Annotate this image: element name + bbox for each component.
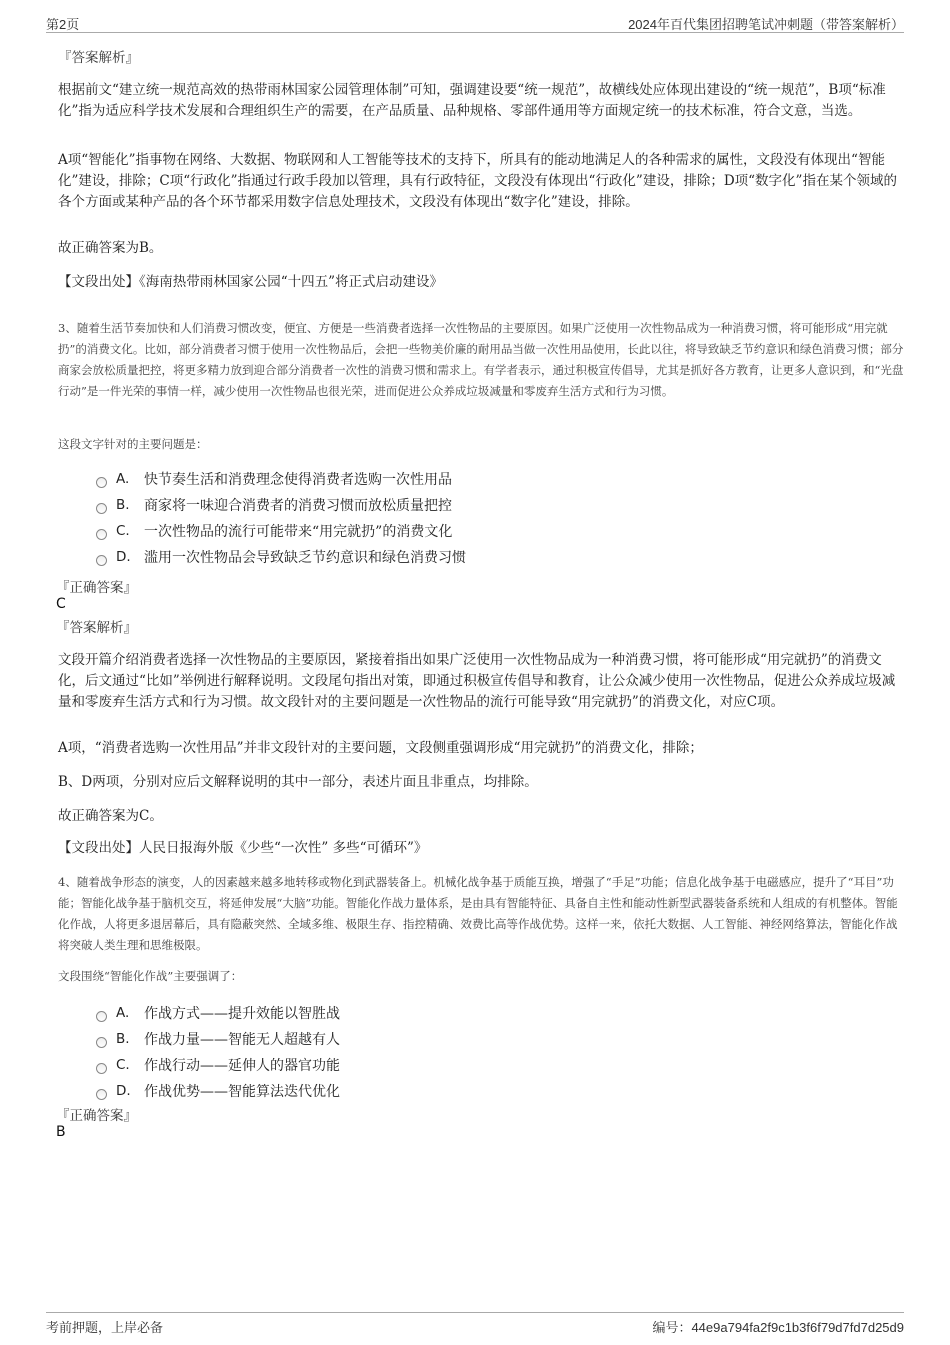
- option-list: [96, 1000, 340, 1104]
- conclusion: 故正确答案为C。: [58, 808, 163, 824]
- page-footer: [46, 1312, 904, 1337]
- radio-icon[interactable]: [96, 477, 107, 488]
- option-d[interactable]: D. 作战优势——智能算法迭代优化: [96, 1078, 340, 1104]
- radio-icon[interactable]: [96, 555, 107, 566]
- document-code: 编号：44e9a794fa2f9c1b3f6f79d7fd7d25d9: [652, 1320, 904, 1335]
- answer-label: 『正确答案』: [56, 580, 137, 596]
- analysis-paragraph: 文段开篇介绍消费者选择一次性物品的主要原因，紧接着指出如果广泛使用一次性物品成为一种消费习惯，将可能形成“用完就扔”的消费文化，后文通过“比如”举例进行解释说明。文段尾句指出对策，即通过积极宣传倡导和教育，让公众减少使用一次性物品，促进公众养成垃圾减量和零废弃生活方式和行为习惯。故文段针对的主要问题是一次性物品的流行可能导致“用完就扔”的消费文化，对应C项。: [58, 652, 896, 710]
- option-a[interactable]: A. 快节奏生活和消费理念使得消费者选购一次性用品: [96, 466, 466, 492]
- question-stem: 4、随着战争形态的演变，人的因素越来越多地转移或物化到武器装备上。机械化战争基于质能互换，增强了“手足”功能；信息化战争基于电磁感应，提升了“耳目”功能；智能化战争基于脑机交互，将延伸发展“大脑”功能。智能化作战力量体系，是由具有智能特征、具备自主性和能动性新型武器装备系统和人组成的有机整体。智能化作战，人将更多退居幕后，具有隐蔽突然、全域多维、极限生存、指控精确、效费比高等作战优势。这样一来，依托大数据、人工智能、神经网络算法，智能化作战将突破人类生理和思维极限。: [58, 875, 898, 952]
- radio-icon[interactable]: [96, 529, 107, 540]
- option-b[interactable]: B. 作战力量——智能无人超越有人: [96, 1026, 340, 1052]
- analysis-paragraph: 根据前文“建立统一规范高效的热带雨林国家公园管理体制”可知，强调建设要“统一规范”，故横线处应体现出建设的“统一规范”，B项“标准化”指为适应科学技术发展和合理组织生产的需要，在产品质量、品种规格、零部件通用等方面规定统一的技术标准，符合文意，当选。: [58, 82, 886, 119]
- answer-label: 『正确答案』: [56, 1108, 137, 1124]
- analysis-label: 『答案解析』: [56, 620, 137, 636]
- radio-icon[interactable]: [96, 1089, 107, 1100]
- radio-icon[interactable]: [96, 1011, 107, 1022]
- analysis-paragraph: A项，“消费者选购一次性用品”并非文段针对的主要问题，文段侧重强调形成“用完就扔”的消费文化，排除；: [58, 740, 703, 756]
- analysis-paragraph: A项“智能化”指事物在网络、大数据、物联网和人工智能等技术的支持下，所具有的能动地满足人的各种需求的属性，文段没有体现出“智能化”建设，排除；C项“行政化”指通过行政手段加以管理，具有行政特征，文段没有体现出“行政化”建设，排除；D项“数字化”指在某个领域的各个方面或某种产品的各个环节都采用数字信息处理技术，文段没有体现出“数字化”建设，排除。: [58, 152, 897, 210]
- source: 【文段出处】《海南热带雨林国家公园“十四五”将正式启动建设》: [58, 274, 444, 290]
- answer-value: B: [56, 1124, 66, 1140]
- conclusion: 故正确答案为B。: [58, 240, 163, 256]
- analysis-paragraph: B、D两项，分别对应后文解释说明的其中一部分，表述片面且非重点，均排除。: [58, 774, 538, 790]
- option-list: [96, 466, 466, 570]
- radio-icon[interactable]: [96, 1063, 107, 1074]
- option-c[interactable]: C. 作战行动——延伸人的器官功能: [96, 1052, 340, 1078]
- question-prompt: 文段围绕“智能化作战”主要强调了：: [58, 969, 243, 983]
- analysis-label: 『答案解析』: [58, 50, 139, 66]
- radio-icon[interactable]: [96, 503, 107, 514]
- footer-slogan: 考前押题，上岸必备: [46, 1320, 164, 1335]
- answer-value: C: [56, 596, 66, 612]
- question-stem: 3、随着生活节奏加快和人们消费习惯改变，便宜、方便是一些消费者选择一次性物品的主要原因。如果广泛使用一次性物品成为一种消费习惯，将可能形成“用完就扔”的消费文化。比如，部分消费者习惯于使用一次性物品后，会把一些物美价廉的耐用品当做一次性用品使用，长此以往，将导致缺乏节约意识和绿色消费习惯；部分商家会放松质量把控，将更多精力放到迎合部分消费者一次性的消费习惯和需求上。有学者表示，通过积极宣传倡导，尤其是抓好各方教育，让更多人意识到，和“光盘行动”是一件光荣的事情一样，减少使用一次性物品也很光荣，进而促进公众养成垃圾减量和零废弃生活方式和行为习惯。: [58, 321, 904, 398]
- option-a[interactable]: A. 作战方式——提升效能以智胜战: [96, 1000, 340, 1026]
- page-number: 第2页: [46, 17, 80, 32]
- radio-icon[interactable]: [96, 1037, 107, 1048]
- option-c[interactable]: C. 一次性物品的流行可能带来“用完就扔”的消费文化: [96, 518, 466, 544]
- page-header: [46, 10, 904, 33]
- option-b[interactable]: B. 商家将一味迎合消费者的消费习惯而放松质量把控: [96, 492, 466, 518]
- document-title: 2024年百代集团招聘笔试冲刺题（带答案解析）: [628, 17, 904, 32]
- question-prompt: 这段文字针对的主要问题是：: [58, 437, 208, 451]
- option-d[interactable]: D. 滥用一次性物品会导致缺乏节约意识和绿色消费习惯: [96, 544, 466, 570]
- source: 【文段出处】人民日报海外版《少些“一次性” 多些“可循环”》: [58, 840, 428, 856]
